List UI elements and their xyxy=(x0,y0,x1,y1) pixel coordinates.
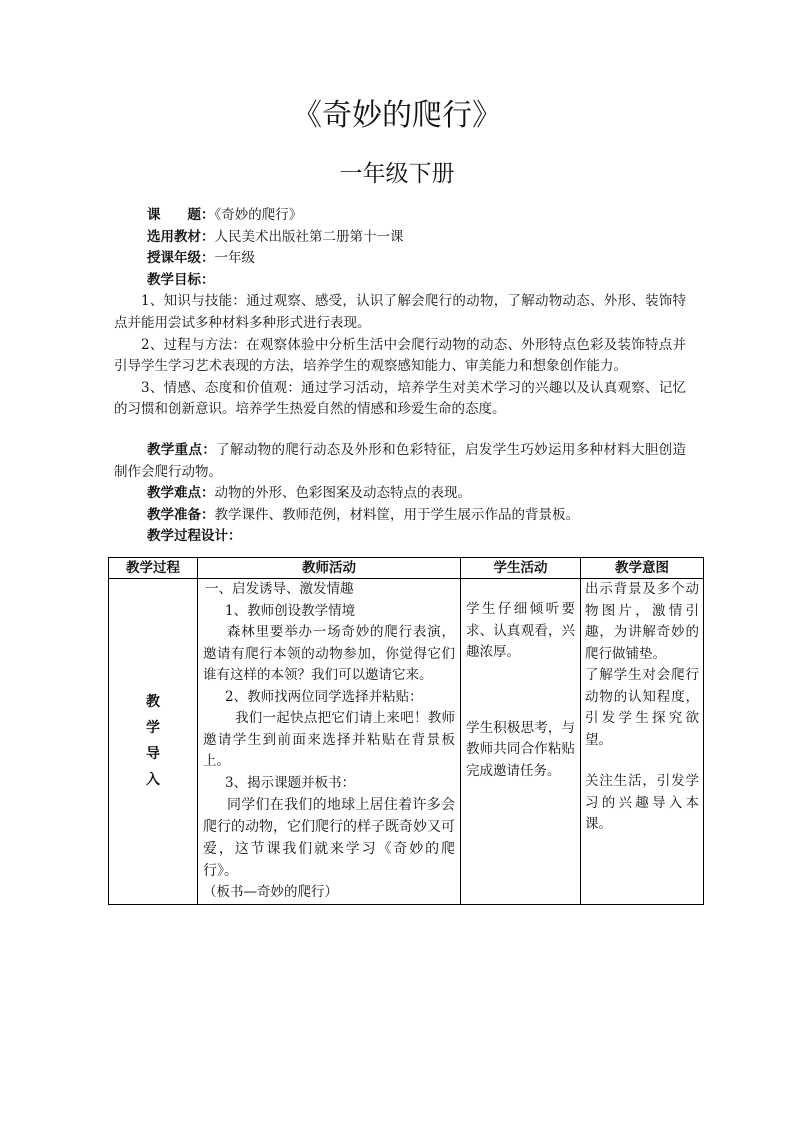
board-note: （板书—奇妙的爬行） xyxy=(203,884,338,900)
key-points-value: 了解动物的爬行动态及外形和色彩特征，启发学生巧妙运用多种材料大胆创造制作会爬行动物。 xyxy=(114,441,687,480)
intent-2: 了解学生对会爬行动物的认知程度，引发学生探究欲望。 xyxy=(585,667,699,748)
header-student: 学生活动 xyxy=(461,558,581,579)
lesson-info xyxy=(114,205,686,548)
teacher-step-2: 2、教师找两位同学选择并粘贴： xyxy=(225,688,423,705)
process-heading xyxy=(114,526,686,548)
difficulties-value: 动物的外形、色彩图案及动态特点的表现。 xyxy=(214,485,471,502)
teacher-step-1: 1、教师创设教学情境 xyxy=(225,602,356,619)
table-header-row xyxy=(109,558,704,579)
phase-char: 导 xyxy=(146,746,160,763)
header-teacher: 教师活动 xyxy=(198,558,461,579)
phase-char: 教 xyxy=(146,694,160,711)
textbook-line xyxy=(114,227,686,249)
intent-1: 出示背景及多个动物图片，激情引趣，为讲解奇妙的爬行做铺垫。 xyxy=(585,581,699,662)
teacher-step-1-text: 森林里要举办一场奇妙的爬行表演，邀请有爬行本领的动物参加，你觉得它们谁有这样的本领？我们可以邀请它来。 xyxy=(203,624,455,683)
key-points-label: 教学重点： xyxy=(147,441,217,458)
teacher-section: 一、启发诱导、激发情趣 xyxy=(205,581,354,597)
student-activity-2: 学生积极思考，与教师共同合作粘贴完成邀请任务。 xyxy=(466,719,575,779)
preparation-label: 教学准备： xyxy=(147,506,215,523)
topic-label: 课 题： xyxy=(147,207,215,223)
grade-label: 授课年级： xyxy=(147,250,215,267)
teaching-intent-cell xyxy=(581,579,704,905)
student-activity-1: 学生仔细倾听要求、认真观看，兴趣浓厚。 xyxy=(466,601,575,660)
objective-3: 3、情感、态度和价值观：通过学习活动，培养学生对美术学习的兴趣以及认真观察、记忆的习惯和创新意识。培养学生热爱自然的情感和珍爱生命的态度。 xyxy=(114,379,686,418)
objective-2: 2、过程与方法：在观察体验中分析生活中会爬行动物的动态、外形特点色彩及装饰特点并引导学生学习艺术表现的方法，培养学生的观察感知能力、审美能力和想象创作能力。 xyxy=(114,336,686,375)
teacher-step-3-text: 同学们在我们的地球上居住着许多会爬行的动物，它们爬行的样子既奇妙又可爱，这节课我们就来学习《奇妙的爬行》。 xyxy=(203,797,455,879)
grade-value: 一年级 xyxy=(214,250,255,267)
topic-value: 《奇妙的爬行》 xyxy=(214,207,303,223)
topic-line xyxy=(114,205,686,227)
phase-cell xyxy=(109,579,198,905)
preparation-value: 教学课件、教师范例，材料筐，用于学生展示作品的背景板。 xyxy=(214,506,579,523)
page-subtitle: 一年级下册 xyxy=(339,161,455,187)
textbook-label: 选用教材： xyxy=(147,228,215,245)
phase-char: 学 xyxy=(146,720,160,737)
process-label: 教学过程设计： xyxy=(147,528,242,545)
table-row xyxy=(109,579,704,905)
key-points xyxy=(114,440,686,483)
objectives-label: 教学目标： xyxy=(147,271,215,288)
difficulties xyxy=(114,483,686,505)
process-table xyxy=(108,557,704,905)
preparation xyxy=(114,505,686,527)
student-activity-cell xyxy=(461,579,581,905)
teacher-activity-cell xyxy=(198,579,461,905)
header-intent: 教学意图 xyxy=(581,558,704,579)
objectives-heading xyxy=(114,270,686,292)
teacher-step-3: 3、揭示课题并板书： xyxy=(225,774,356,791)
difficulties-label: 教学难点： xyxy=(147,485,215,502)
grade-line xyxy=(114,248,686,270)
objective-1: 1、知识与技能：通过观察、感受，认识了解会爬行的动物，了解动物动态、外形、装饰特点并能用尝试多种材料多种形式进行表现。 xyxy=(114,293,686,331)
page-title: 《奇妙的爬行》 xyxy=(292,98,502,133)
header-process: 教学过程 xyxy=(109,558,198,579)
teacher-step-2-text: 我们一起快点把它们请上来吧！教师邀请学生到前面来选择并粘贴在背景板上。 xyxy=(203,710,455,769)
intent-3: 关注生活，引发学习的兴趣导入本课。 xyxy=(585,773,699,832)
textbook-value: 人民美术出版社第二册第十一课 xyxy=(214,228,404,245)
phase-char: 入 xyxy=(146,772,160,789)
